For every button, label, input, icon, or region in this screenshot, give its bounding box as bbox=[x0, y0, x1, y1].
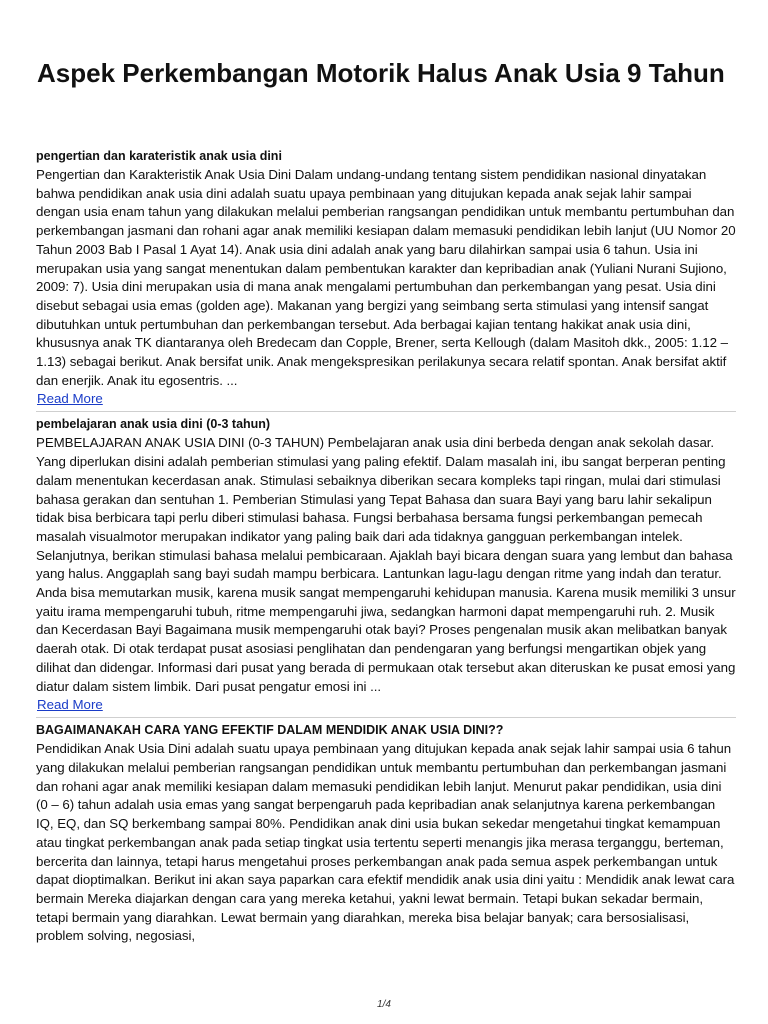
section-body: Pengertian dan Karakteristik Anak Usia Dini Dalam undang-undang tentang sistem pendidikan nasional dinyatakan bahwa pendidikan anak usia dini adalah suatu upaya pembinaan yang ditujukan kepada anak sejak lahir sampai dengan usia enam tahun yang dilakukan melalui pemberian rangsangan pendidikan untuk membantu pertumbuhan dan perkembangan jasmani dan rohani agar anak memiliki kesiapan dalam memasuki pendidikan lebih lanjut (UU Nomor 20 Tahun 2003 Bab I Pasal 1 Ayat 14). Anak usia dini adalah anak yang baru dilahirkan sampai usia 6 tahun. Usia ini merupakan usia yang sangat menentukan dalam pembentukan karakter dan kepribadian anak (Yuliani Nurani Sujiono, 2009: 7). Usia dini merupakan usia di mana anak mengalami pertumbuhan dan perkembangan yang pesat. Usia dini disebut sebagai usia emas (golden age). Makanan yang bergizi yang seimbang serta stimulasi yang intensif sangat dibutuhkan untuk pertumbuhan dan perkembangan tersebut. Ada berbagai kajian tentang hakikat anak usia dini, khususnya anak TK diantaranya oleh Bredecam dan Copple, Brener, serta Kellough (dalam Masitoh dkk., 2005: 1.12 – 1.13) sebagai berikut. Anak bersifat unik. Anak mengekspresikan perilakunya secara relatif spontan. Anak bersifat aktif dan enerjik. Anak itu egosentris. ... bbox=[36, 167, 736, 388]
read-more-link[interactable]: Read More bbox=[37, 391, 103, 407]
article-section bbox=[36, 411, 736, 717]
section-heading: pembelajaran anak usia dini (0-3 tahun) bbox=[36, 417, 271, 432]
read-more-link[interactable]: Read More bbox=[37, 697, 103, 713]
page-title: Aspek Perkembangan Motorik Halus Anak Usia 9 Tahun bbox=[37, 58, 725, 88]
section-body: PEMBELAJARAN ANAK USIA DINI (0-3 TAHUN) Pembelajaran anak usia dini berbeda dengan anak sekolah dasar. Yang diperlukan disini adalah pemberian stimulasi yang paling efektif. Dalam masalah ini, ibu sangat berperan penting dalam menentukan kecerdasan anak. Stimulasi sebaiknya diberikan secara kompleks tapi ringan, mulai dari stimulasi bahasa gerakan dan sentuhan 1. Pemberian Stimulasi yang Tepat Bahasa dan suara Bayi yang baru lahir sekalipun tidak bisa berbicara tapi perlu diberi stimulasi bahasa. Fungsi berbahasa bersama fungsi perkembangan pemecah masalah visualmotor merupakan indikator yang paling baik dari ada tidaknya gangguan perkembangan intelek. Selanjutnya, berikan stimulasi bahasa melalui pembicaraan. Ajaklah bayi bicara dengan suara yang lembut dan bahasa yang halus. Anggaplah sang bayi sudah mampu berbicara. Lantunkan lagu-lagu dengan ritme yang indah dan teratur. Anda bisa memutarkan musik, karena musik sangat mempengaruhi kehidupan manusia. Karena musik memiliki 3 unsur yaitu irama mempengaruhi tubuh, ritme mempengaruhi jiwa, sedangkan harmoni dapat mempengaruhi ruh. 2. Musik dan Kecerdasan Bayi Bagaimana musik mempengaruhi otak bayi? Proses pengenalan musik akan melibatkan banyak daerah otak. Di otak terdapat pusat asosiasi penglihatan dan pendengaran yang berfungsi mengartikan objek yang dilihat dan didengar. Informasi dari pusat yang berada di permukaan otak tersebut akan diteruskan ke pusat emosi yang diatur dalam sistem limbik. Dari pusat pengatur emosi ini ... bbox=[36, 435, 736, 694]
article-section bbox=[36, 717, 736, 949]
section-heading: BAGAIMANAKAH CARA YANG EFEKTIF DALAM MENDIDIK ANAK USIA DINI?? bbox=[36, 723, 504, 738]
article-list bbox=[36, 148, 736, 949]
section-heading: pengertian dan karateristik anak usia dini bbox=[36, 149, 282, 163]
page-number: 1/4 bbox=[377, 999, 391, 1010]
section-body: Pendidikan Anak Usia Dini adalah suatu upaya pembinaan yang ditujukan kepada anak sejak lahir sampai usia 6 tahun yang dilakukan melalui pemberian rangsangan pendidikan untuk membantu pertumbuhan dan perkembangan jasmani dan rohani agar anak memiliki kesiapan dalam memasuki pendidikan lebih lanjut. Menurut pakar pendidikan, usia dini (0 – 6) tahun adalah usia emas yang sangat berpengaruh pada kepribadian anak selanjutnya karena perkembangan IQ, EQ, dan SQ berkembang sampai 80%. Pendidikan anak dini usia bukan sekedar mengetahui tingkat kemampuan atau tingkat perkembangan anak pada setiap tingkat usia tertentu seperti menangis jika merasa terganggu, berteman, bercerita dan lainnya, tetapi harus mengetahui proses perkembangan anak pada semua aspek perkembangan untuk dapat dioptimalkan. Berikut ini akan saya paparkan cara efektif mendidik anak usia dini yaitu : Mendidik anak lewat cara bermain Mereka diajarkan dengan cara yang mereka ketahui, yakni lewat bermain. Tetapi bukan sekadar bermain, tetapi bermain yang diarahkan. Lewat bermain yang diarahkan, mereka bisa belajar banyak; cara bersosialisasi, problem solving, negosiasi, bbox=[36, 741, 735, 944]
article-section bbox=[36, 148, 736, 411]
